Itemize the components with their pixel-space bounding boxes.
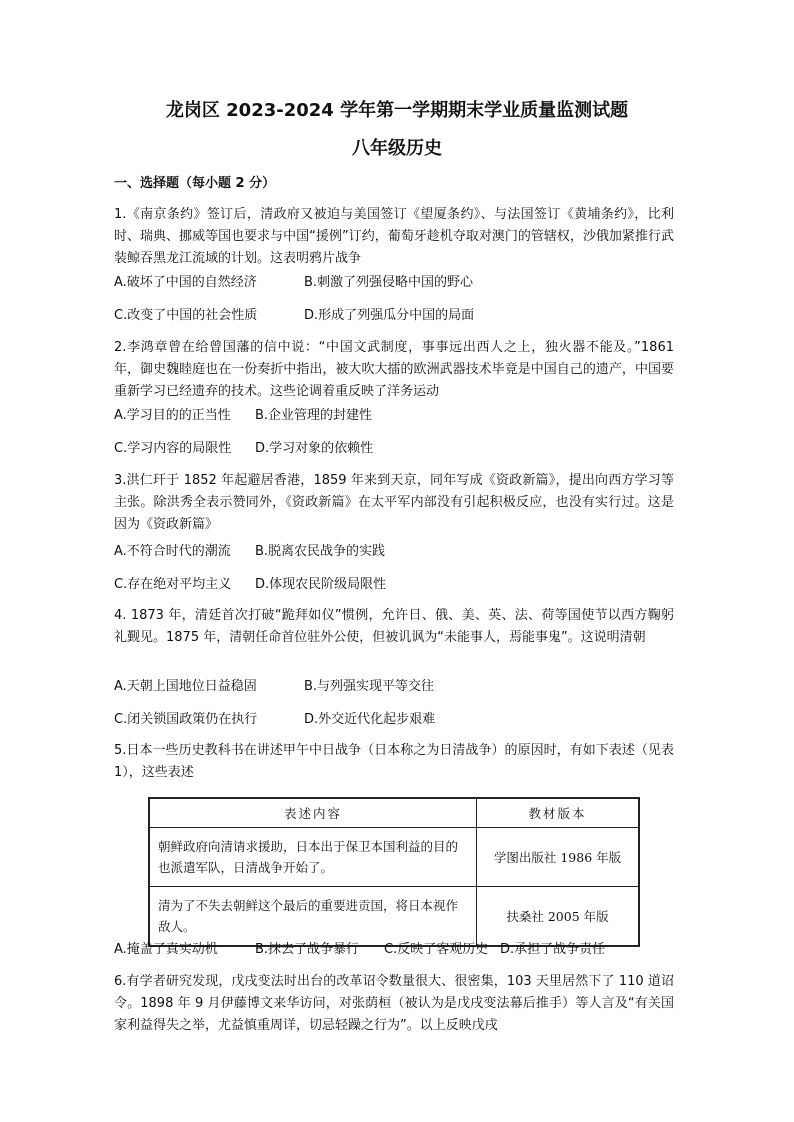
option-b: B.刺激了列强侵略中国的野心 xyxy=(304,275,474,290)
table-header-content: 表述内容 xyxy=(149,798,477,828)
option-a: A.掩盖了真实动机 xyxy=(114,942,218,957)
question-5-table xyxy=(148,797,640,947)
table-cell-version: 学图出版社 1986 年版 xyxy=(477,828,640,887)
section-heading: 一、选择题（每小题 2 分） xyxy=(114,176,276,191)
question-3-stem: 3.洪仁玕于 1852 年起避居香港，1859 年来到天京，同年写成《资政新篇》，提出向西方学习等主张。除洪秀全表示赞同外，《资政新篇》在太平军内部没有引起积极反应，也没有实行过。这是因为《资政新篇》 xyxy=(114,473,674,532)
option-a: A.破坏了中国的自然经济 xyxy=(114,275,257,290)
question-2-stem: 2.李鸿章曾在给曾国藩的信中说：“中国文武制度，事事远出西人之上，独火器不能及。”1861 年，御史魏睦庭也在一份奏折中指出，被大吹大擂的欧洲武器技术毕竟是中国自己的遗产，中国要重新学习已经遗弃的技术。这些论调着重反映了洋务运动 xyxy=(114,340,674,399)
question-3-options xyxy=(114,541,674,596)
option-b: B.抹去了战争暴行 xyxy=(255,942,360,957)
table-row xyxy=(149,828,639,887)
option-d: D.外交近代化起步艰难 xyxy=(304,712,436,727)
question-5-stem: 5.日本一些历史教科书在讲述甲午中日战争（日本称之为日清战争）的原因时，有如下表述（见表1），这些表述 xyxy=(114,743,674,780)
option-c: C.改变了中国的社会性质 xyxy=(114,308,258,323)
exam-title: 龙岗区 2023-2024 学年第一学期期末学业质量监测试题 xyxy=(165,100,629,121)
table-cell-version: 扶桑社 2005 年版 xyxy=(477,887,640,947)
question-5-options xyxy=(114,939,674,961)
question-4-options xyxy=(114,676,674,731)
table-cell-content: 朝鲜政府向清请求援助，日本出于保卫本国利益的目的也派遣军队，日清战争开始了。 xyxy=(149,828,477,887)
question-4-stem: 4. 1873 年，清廷首次打破“跪拜如仪”惯例，允许日、俄、美、英、法、荷等国使节以西方鞠躬礼觐见。1875 年，清朝任命首位驻外公使，但被讥讽为“未能事人，焉能事鬼”。这说明清朝 xyxy=(114,608,674,645)
option-b: B.企业管理的封建性 xyxy=(255,408,373,423)
option-d: D.承担了战争责任 xyxy=(500,942,606,957)
option-a: A.学习目的的正当性 xyxy=(114,408,231,423)
option-c: C.反映了客观历史 xyxy=(384,942,489,957)
question-6-stem: 6.有学者研究发现，戊戌变法时出台的改革诏令数量很大、很密集，103 天里居然下了 110 道诏令。1898 年 9 月伊藤博文来华访问，对张荫桓（被认为是戊戌变法幕后推手）等人言及“有关国家利益得失之举，尤益慎重周详，切忌轻躁之行为”。以上反映戊戌 xyxy=(114,974,674,1033)
question-2-options xyxy=(114,405,674,460)
option-d: D.形成了列强瓜分中国的局面 xyxy=(304,308,475,323)
option-c: C.闭关锁国政策仍在执行 xyxy=(114,712,258,727)
option-c: C.学习内容的局限性 xyxy=(114,441,232,456)
option-c: C.存在绝对平均主义 xyxy=(114,577,232,592)
table-row xyxy=(149,887,639,947)
question-1-stem: 1.《南京条约》签订后，清政府又被迫与美国签订《望厦条约》、与法国签订《黄埔条约》，比利时、瑞典、挪威等国也要求与中国“援例”订约，葡萄牙趁机夺取对澳门的管辖权，沙俄加紧推行武装鲸吞黑龙江流域的计划。这表明鸦片战争 xyxy=(114,207,674,266)
option-d: D.体现农民阶级局限性 xyxy=(255,577,387,592)
question-1-options xyxy=(114,272,674,327)
option-b: B.脱离农民战争的实践 xyxy=(255,544,386,559)
option-d: D.学习对象的依赖性 xyxy=(255,441,374,456)
option-a: A.天朝上国地位日益稳固 xyxy=(114,679,257,694)
exam-subtitle: 八年级历史 xyxy=(352,138,442,159)
option-b: B.与列强实现平等交往 xyxy=(304,679,435,694)
option-a: A.不符合时代的潮流 xyxy=(114,544,231,559)
table-header-row xyxy=(149,798,639,828)
table-header-version: 教材版本 xyxy=(477,798,640,828)
table-cell-content: 清为了不失去朝鲜这个最后的重要进贡国，将日本视作敌人。 xyxy=(149,887,477,947)
